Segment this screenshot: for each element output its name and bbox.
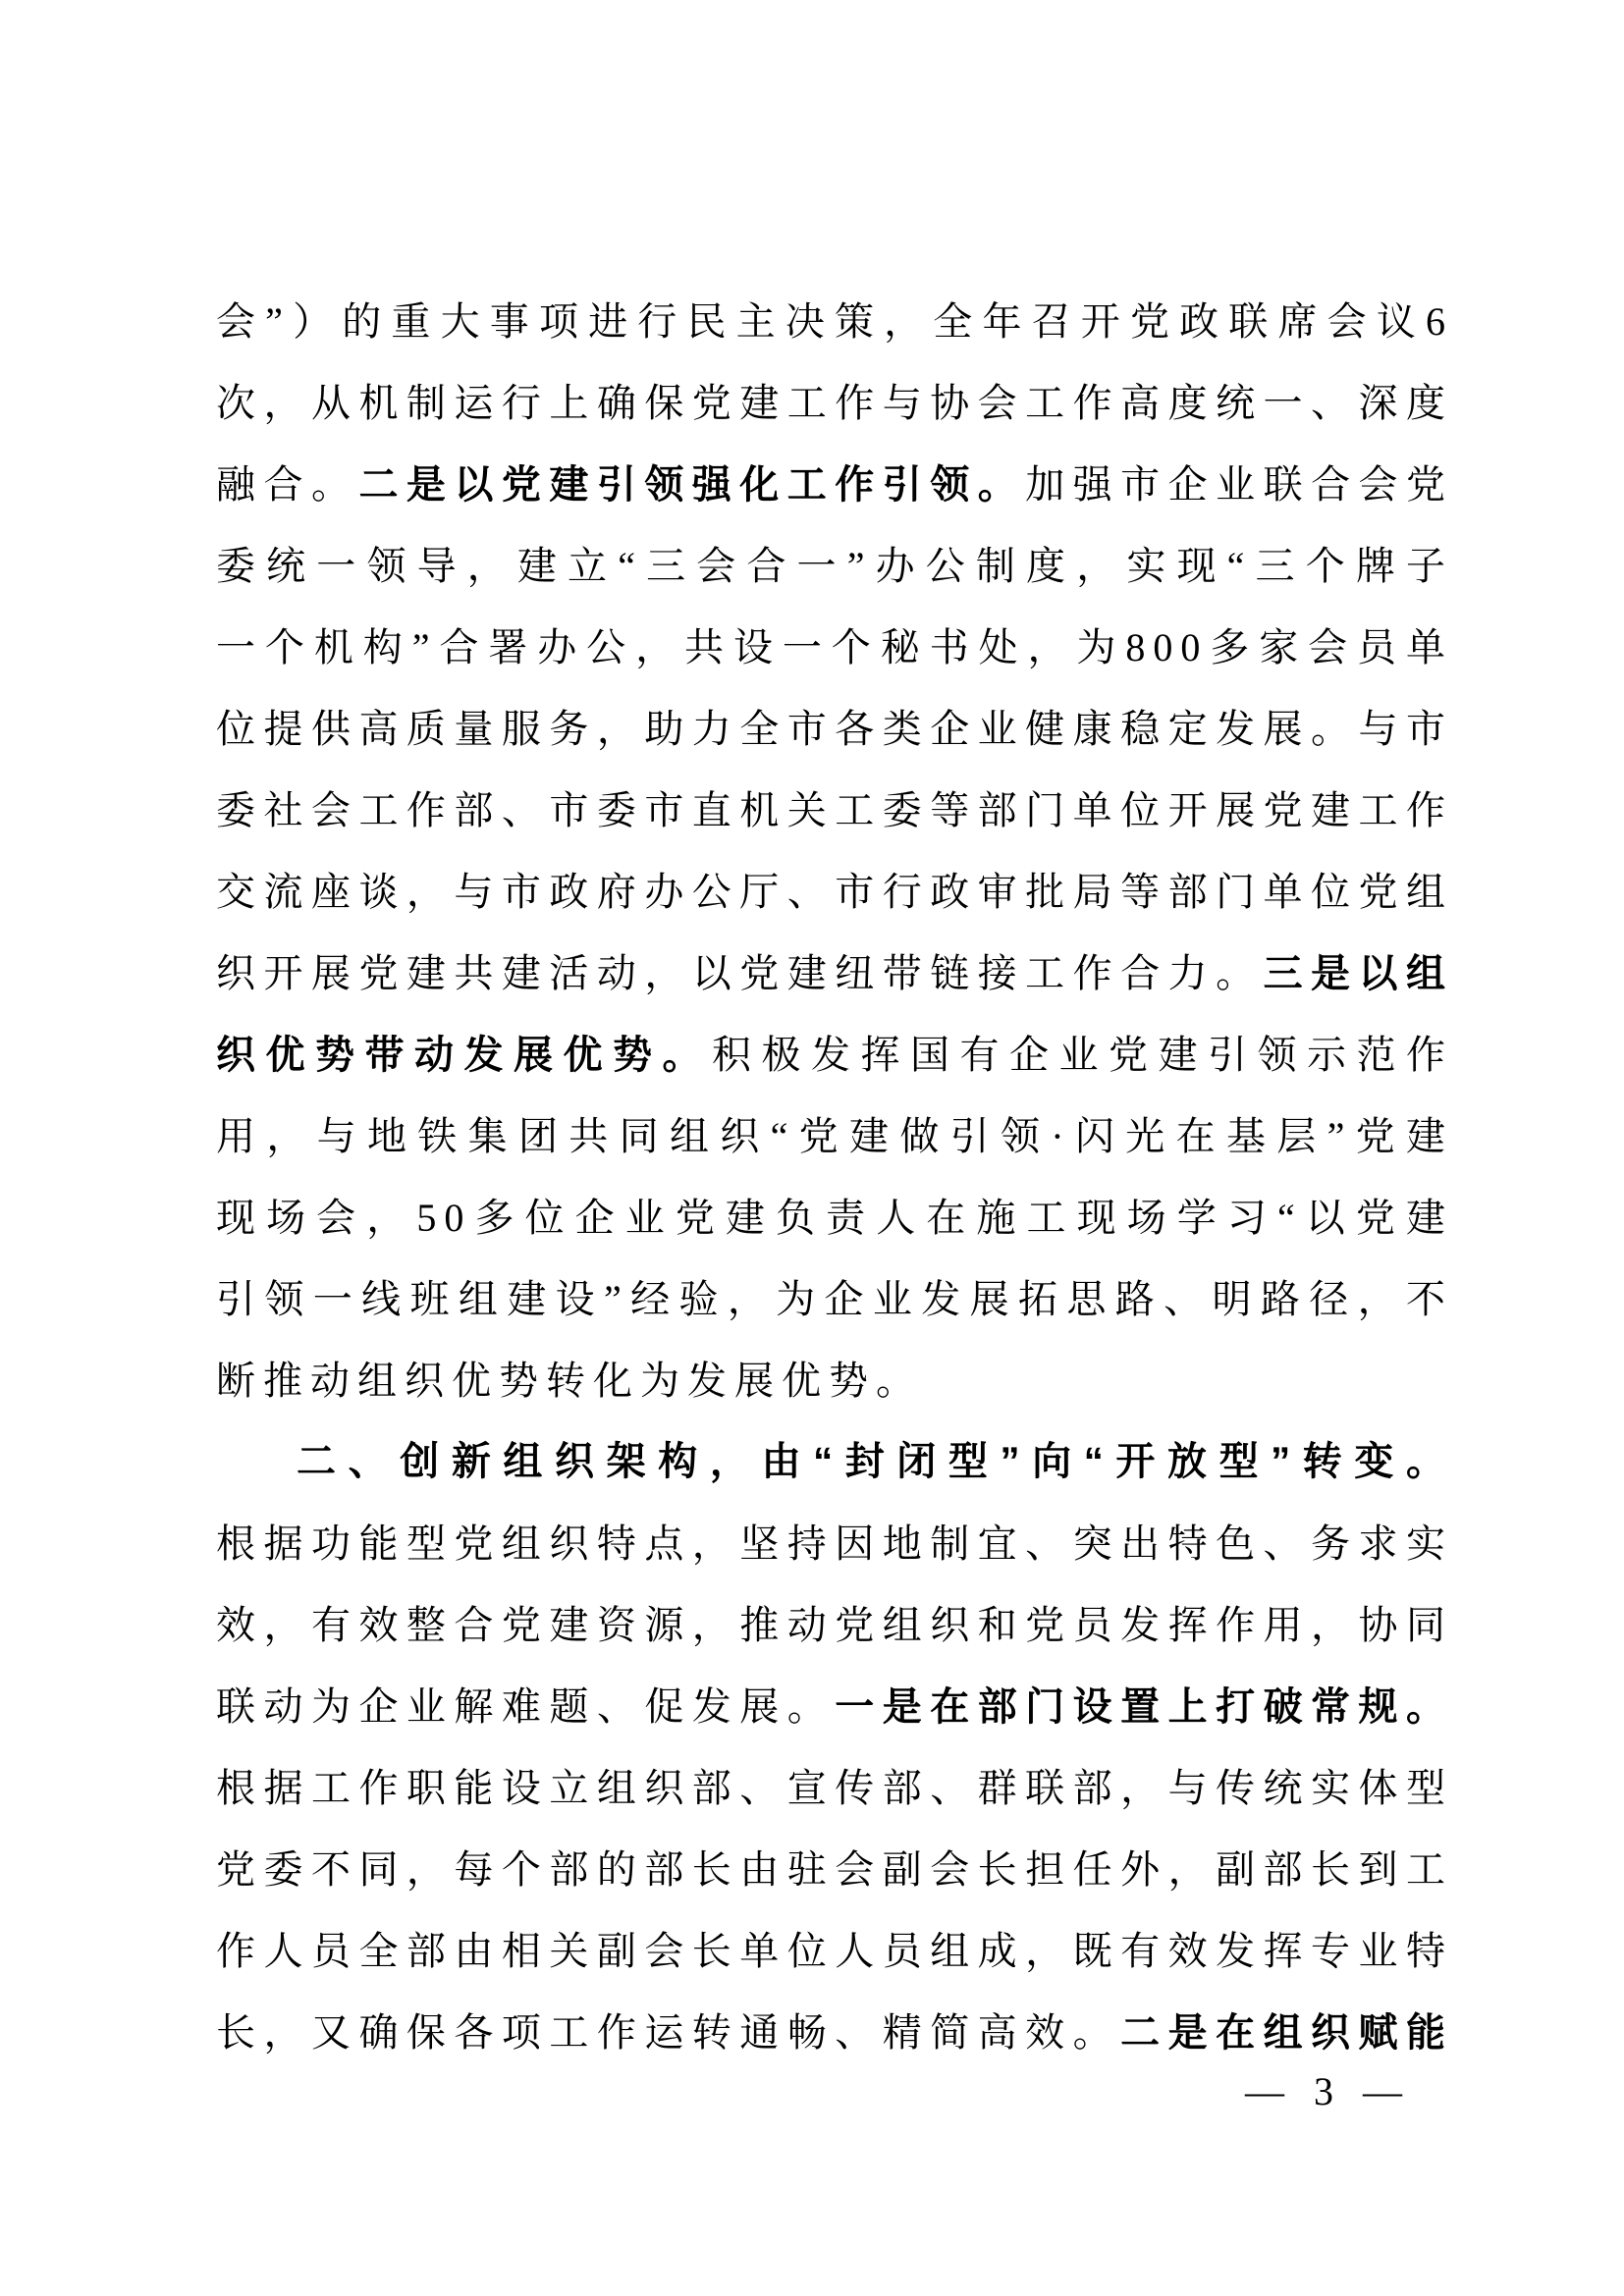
emphasis-text: 织优势带动发展优势。 bbox=[216, 1033, 712, 1077]
text-line bbox=[216, 1177, 1453, 1258]
text-line bbox=[216, 444, 1453, 525]
body-text: 长，又确保各项工作运转通畅、精简高效。 bbox=[216, 2010, 1121, 2055]
text-line bbox=[216, 1584, 1453, 1666]
section-heading-line bbox=[216, 1421, 1453, 1503]
body-text: 效，有效整合党建资源，推动党组织和党员发挥作用，协同 bbox=[216, 1603, 1453, 1647]
body-text: 交流座谈，与市政府办公厅、市行政审批局等部门单位党组 bbox=[216, 870, 1453, 914]
text-line bbox=[216, 1910, 1453, 1992]
body-text: 融合。 bbox=[216, 462, 359, 507]
page-number: — 3 — bbox=[1245, 2069, 1412, 2113]
body-text: 根据工作职能设立组织部、宣传部、群联部，与传统实体型 bbox=[216, 1766, 1453, 1810]
text-line bbox=[216, 1258, 1453, 1340]
emphasis-text: 一是在部门设置上打破常规。 bbox=[835, 1684, 1454, 1729]
emphasis-text: 三是以组 bbox=[1263, 951, 1454, 995]
body-text: 联动为企业解难题、促发展。 bbox=[216, 1684, 836, 1729]
text-line bbox=[216, 607, 1453, 688]
body-text: 次，从机制运行上确保党建工作与协会工作高度统一、深度 bbox=[216, 381, 1453, 425]
body-text: 引领一线班组建设”经验，为企业发展拓思路、明路径，不 bbox=[216, 1277, 1453, 1321]
text-line bbox=[216, 1747, 1453, 1829]
body-text: 现场会，50多位企业党建负责人在施工现场学习“以党建 bbox=[216, 1196, 1453, 1240]
text-line bbox=[216, 851, 1453, 933]
body-text: 会”）的重大事项进行民主决策，全年召开党政联席会议6 bbox=[216, 299, 1453, 344]
body-text: 断推动组织优势转化为发展优势。 bbox=[216, 1359, 923, 1403]
text-line bbox=[216, 1340, 1453, 1421]
text-line bbox=[216, 1992, 1453, 2073]
body-text: 委社会工作部、市委市直机关工委等部门单位开展党建工作 bbox=[216, 788, 1453, 832]
body-text: 根据功能型党组织特点，坚持因地制宜、突出特色、务求实 bbox=[216, 1522, 1453, 1566]
text-line bbox=[216, 1014, 1453, 1095]
body-text: 位提供高质量服务，助力全市各类企业健康稳定发展。与市 bbox=[216, 707, 1453, 751]
text-line bbox=[216, 1503, 1453, 1584]
text-line bbox=[216, 770, 1453, 851]
text-line bbox=[216, 281, 1453, 362]
body-text: 一个机构”合署办公，共设一个秘书处，为800多家会员单 bbox=[216, 625, 1453, 669]
body-text: 委统一领导，建立“三会合一”办公制度，实现“三个牌子 bbox=[216, 544, 1453, 588]
emphasis-text: 二是以党建引领强化工作引领。 bbox=[358, 462, 1026, 507]
text-line bbox=[216, 525, 1453, 607]
body-text: 作人员全部由相关副会长单位人员组成，既有效发挥专业特 bbox=[216, 1929, 1453, 1973]
body-text: 织开展党建共建活动，以党建纽带链接工作合力。 bbox=[216, 951, 1264, 995]
text-line bbox=[216, 362, 1453, 444]
emphasis-text: 二是在组织赋能 bbox=[1120, 2010, 1454, 2055]
body-text: 加强市企业联合会党 bbox=[1025, 462, 1454, 507]
text-line bbox=[216, 1095, 1453, 1177]
body-text: 党委不同，每个部的部长由驻会副会长担任外，副部长到工 bbox=[216, 1847, 1453, 1892]
emphasis-text: 二、创新组织架构，由“封闭型”向“开放型”转变。 bbox=[297, 1440, 1453, 1483]
text-line bbox=[216, 1829, 1453, 1910]
body-text: 积极发挥国有企业党建引领示范作 bbox=[712, 1033, 1453, 1077]
body-text: 用，与地铁集团共同组织“党建做引领·闪光在基层”党建 bbox=[216, 1114, 1453, 1158]
text-line bbox=[216, 688, 1453, 770]
text-line bbox=[216, 1666, 1453, 1747]
document-body bbox=[216, 281, 1453, 2073]
text-line bbox=[216, 933, 1453, 1014]
